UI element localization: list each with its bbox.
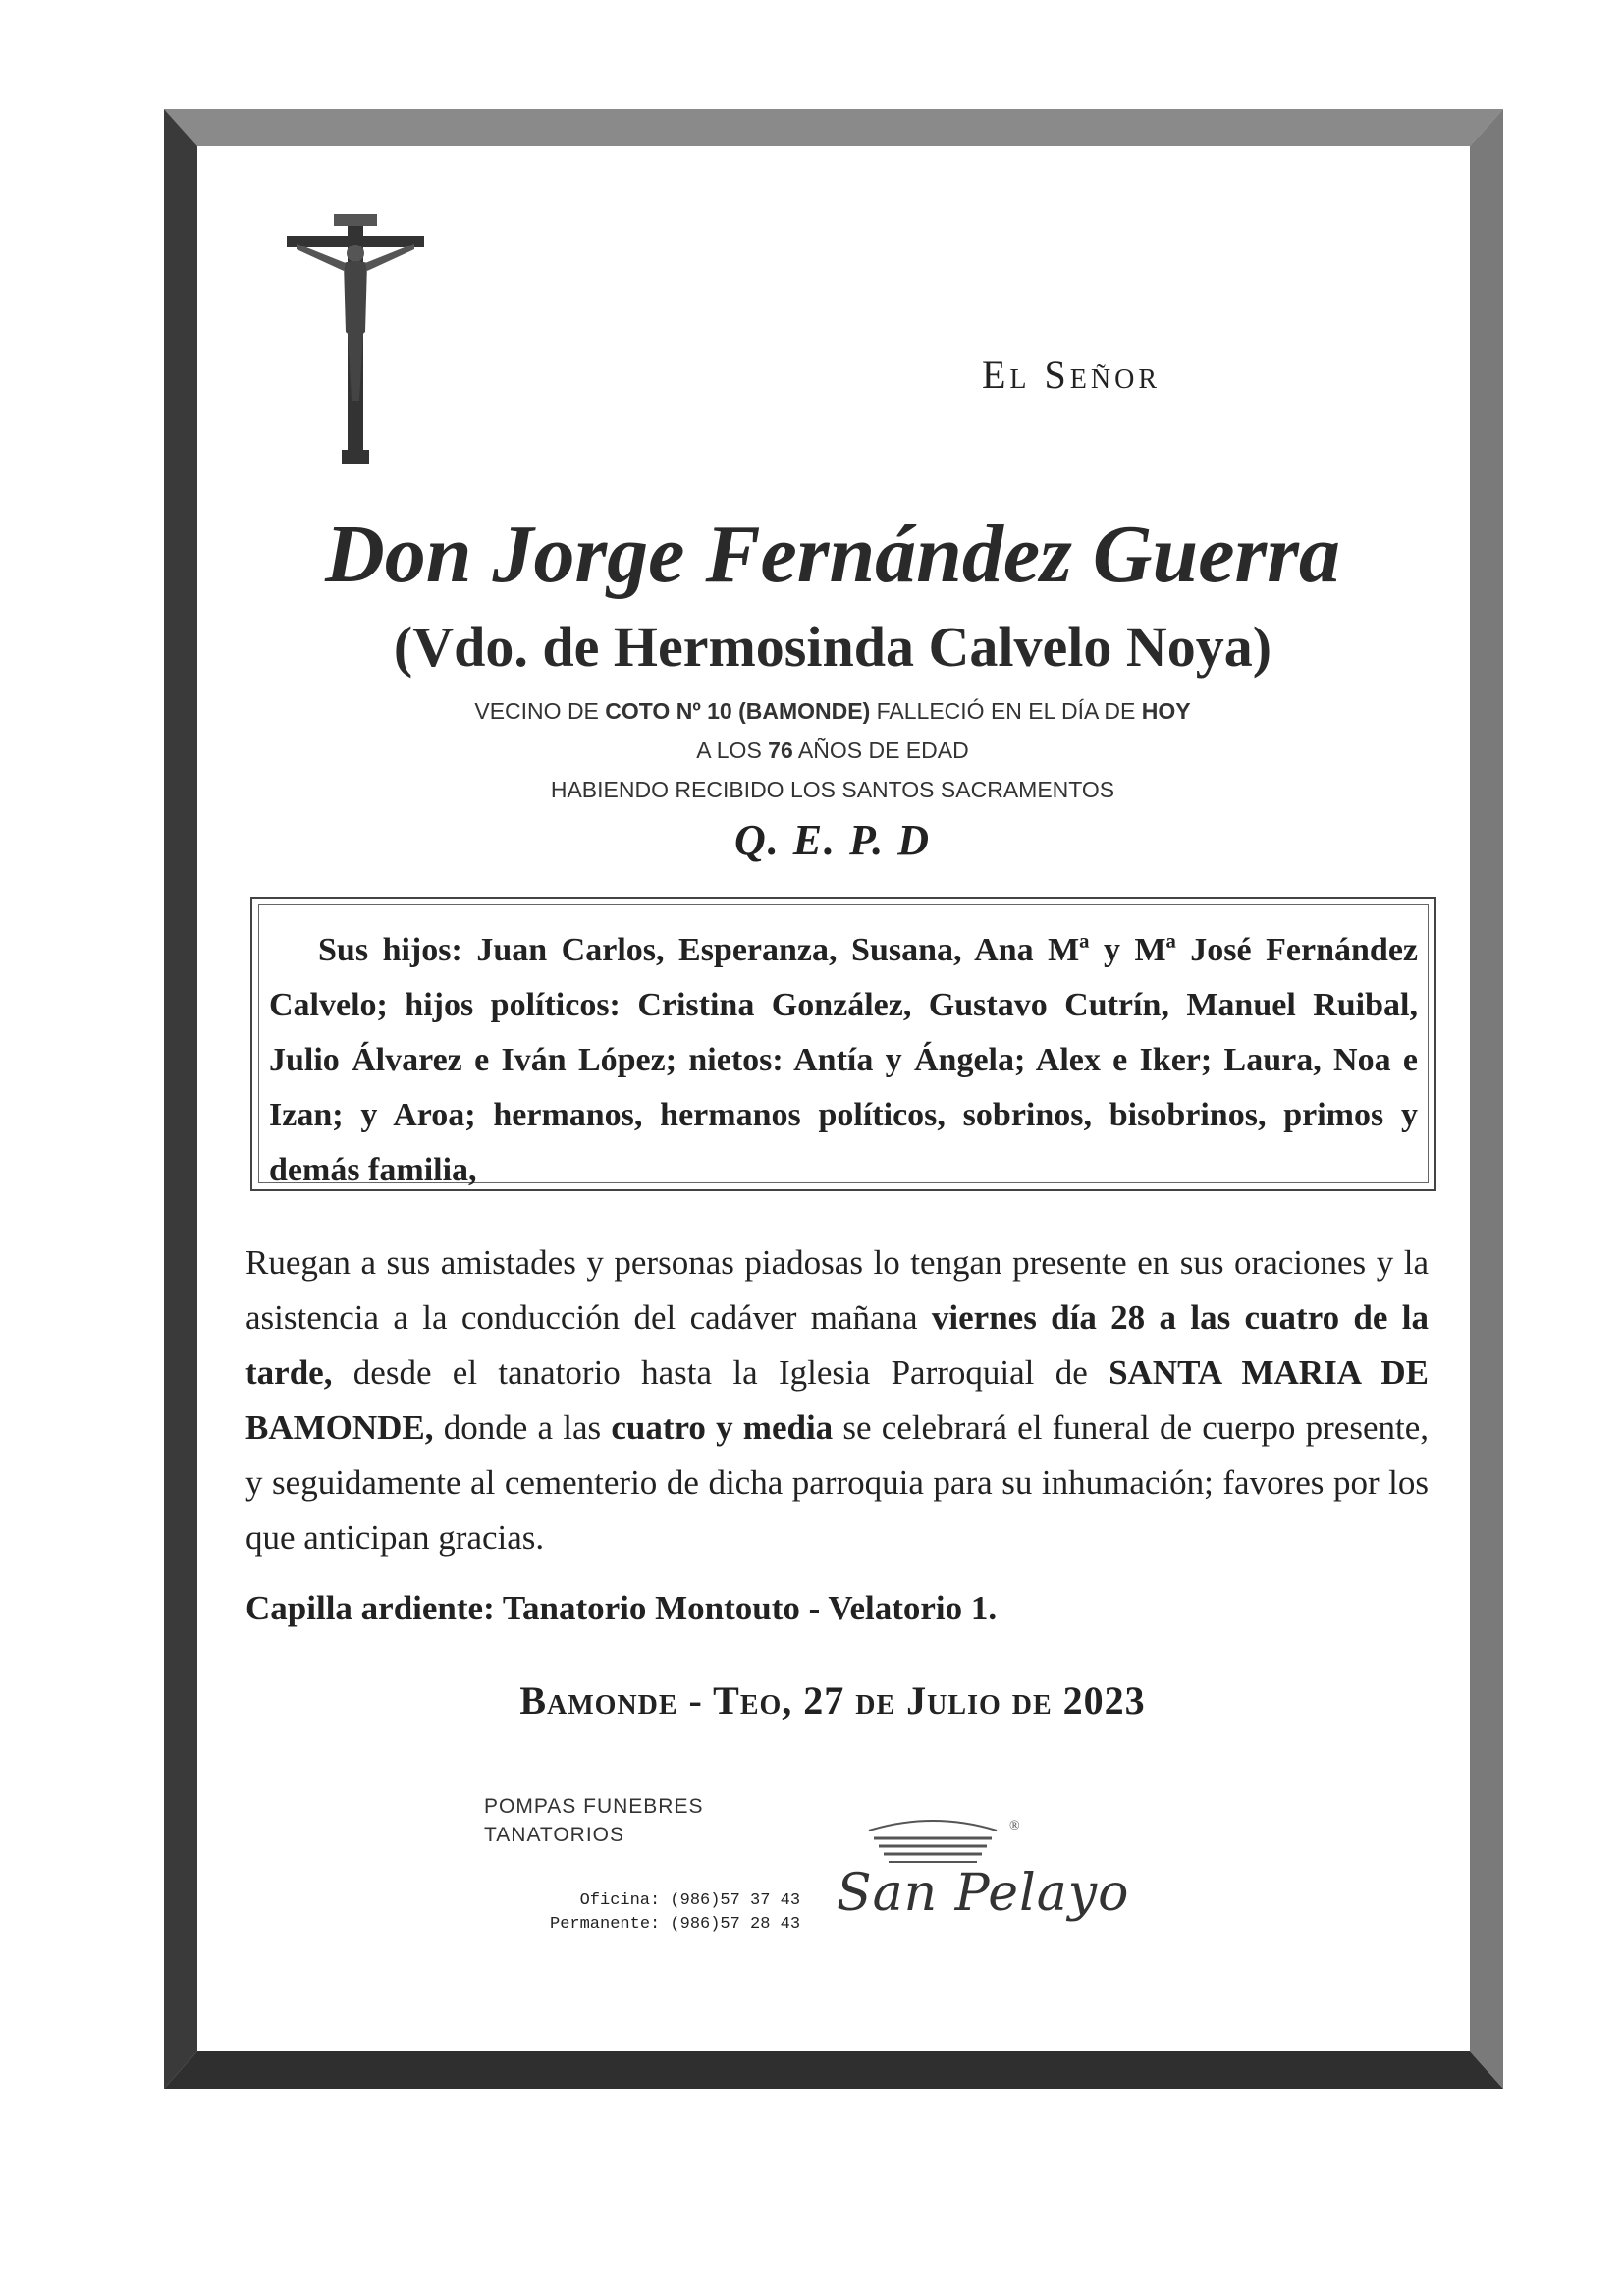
ruegan-text-1: Ruegan a sus amistades y personas piadosas lo tengan presente en sus oraciones y la asistencia a la conducción del cadáver mañana — [245, 1243, 1429, 1337]
oficina-phone: (986)57 37 43 — [670, 1891, 801, 1910]
permanente-phone: (986)57 28 43 — [670, 1915, 801, 1934]
family-text: Sus hijos: Juan Carlos, Esperanza, Susana, Ana Mª y Mª José Fernández Calvelo; hijos políticos: Cristina González, Gustavo Cutrín, Manuel Ruibal, Julio Álvarez e Iván López; nietos: Antía y Ángela; Alex e Iker; Laura, Noa e Izan; y Aroa; hermanos, hermanos políticos, sobrinos, bisobrinos, primos y demás familia, — [269, 932, 1418, 1188]
ruegan-text-2: desde el tanatorio hasta la Iglesia Parroquial de — [332, 1353, 1109, 1392]
family-box — [250, 897, 1436, 1191]
age-prefix: A LOS — [696, 738, 769, 763]
ruegan-text-3: donde a las — [433, 1408, 612, 1447]
funeral-home-label — [484, 1792, 703, 1849]
qepd-text: Q. E. P. D — [733, 816, 932, 864]
ruegan-bold-3: cuatro y media — [611, 1408, 834, 1447]
ruegan-bold-2: SANTA MARIA DE BAMONDE, — [245, 1353, 1430, 1447]
ruegan-paragraph — [245, 1235, 1429, 1565]
age-value: 76 — [768, 738, 793, 763]
brand-name: San Pelayo — [837, 1864, 1130, 1923]
residence-mid: FALLECIÓ EN EL DÍA DE — [870, 698, 1142, 724]
oficina-label: Oficina: — [579, 1891, 661, 1910]
residence-line — [196, 698, 1469, 725]
tanatorios-label: TANATORIOS — [484, 1824, 625, 1846]
phone-block — [550, 1889, 800, 1937]
deceased-name: Don Jorge Fernández Guerra — [325, 509, 1340, 600]
residence-prefix: VECINO DE — [474, 698, 606, 724]
ruegan-text-4: se celebrará el funeral de cuerpo presente, y seguidamente al cementerio de dicha parroquia para su inhumación; favores por los que anticipan gracias. — [245, 1408, 1429, 1557]
date-line: Bamonde - Teo, 27 de Julio de 2023 — [519, 1678, 1146, 1722]
sacraments-line: HABIENDO RECIBIDO LOS SANTOS SACRAMENTOS — [550, 777, 1115, 802]
registered-mark: ® — [1009, 1819, 1020, 1833]
pompas-label: POMPAS FUNEBRES — [484, 1795, 704, 1818]
ruegan-bold-1: viernes día 28 a las cuatro de la tarde, — [245, 1298, 1429, 1392]
family-box-inner — [258, 904, 1429, 1188]
age-suffix: AÑOS DE EDAD — [792, 738, 969, 763]
residence-day: HOY — [1141, 698, 1191, 724]
residence-address: COTO Nº 10 (BAMONDE) — [605, 698, 871, 724]
header-title: El Señor — [982, 353, 1162, 397]
widower-line: (Vdo. de Hermosinda Calvelo Noya) — [393, 615, 1272, 679]
age-line — [196, 738, 1469, 764]
permanente-label: Permanente: — [550, 1915, 661, 1934]
crucifix-icon — [287, 214, 424, 469]
capilla-line: Capilla ardiente: Tanatorio Montouto - Velatorio 1. — [245, 1589, 998, 1627]
